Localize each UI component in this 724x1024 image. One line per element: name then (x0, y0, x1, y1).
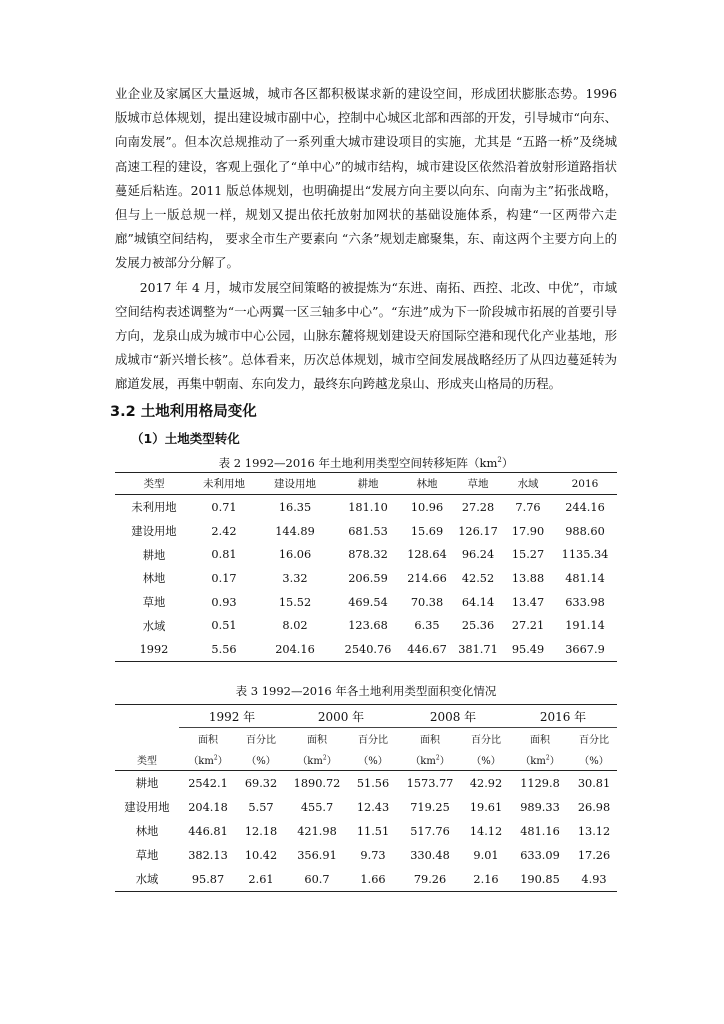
value-cell: 0.71 (211, 500, 237, 514)
value-cell: 2540.76 (344, 642, 392, 656)
value-cell: 5.57 (248, 800, 274, 814)
unit-text: （km (520, 755, 546, 767)
row-label-cell: 未利用地 (131, 501, 177, 515)
value-cell: 2.42 (211, 524, 237, 538)
area-label-cell: 面积 (530, 734, 550, 746)
pct-label-cell: 百分比 (471, 734, 501, 746)
subsection-heading: （1）土地类型转化 (131, 430, 240, 446)
table-row (115, 819, 617, 843)
pct-unit-cell: （%） (463, 748, 509, 771)
value-cell: 2.16 (473, 872, 499, 886)
blank-header-cell (115, 728, 179, 749)
value-cell: 214.66 (407, 571, 447, 585)
transfer-matrix-table (115, 472, 617, 662)
value-cell: 14.12 (469, 824, 503, 838)
value-cell: 1129.8 (520, 776, 560, 790)
value-cell: 13.47 (511, 595, 545, 609)
value-cell: 681.53 (348, 524, 388, 538)
value-cell: 19.61 (469, 800, 503, 814)
unit-superscript: 2 (322, 754, 327, 762)
value-cell: 13.12 (577, 824, 611, 838)
value-cell: 878.32 (348, 548, 388, 562)
row-label-cell: 草地 (142, 596, 166, 610)
pct-unit-cell: （%） (237, 748, 285, 771)
value-cell: 15.69 (410, 524, 444, 538)
value-cell: 128.64 (407, 548, 447, 562)
row-label-cell: 建设用地 (131, 525, 177, 538)
table2-caption: 表 2 1992—2016 年土地利用类型空间转移矩阵$(km^2)$ (218, 455, 514, 470)
value-cell: 381.71 (458, 642, 498, 656)
value-cell: 382.13 (188, 848, 228, 862)
area-unit-cell (179, 748, 237, 771)
value-cell: 42.92 (469, 776, 503, 790)
pct-label-cell: 百分比 (579, 734, 609, 746)
value-cell: 0.81 (211, 548, 237, 562)
value-cell: 12.18 (244, 824, 278, 838)
value-cell: 481.14 (565, 571, 605, 585)
table-row (115, 843, 617, 867)
value-cell: 64.14 (461, 595, 495, 609)
value-cell: 0.17 (211, 571, 237, 585)
value-cell: 191.14 (565, 619, 605, 633)
value-cell: 17.90 (511, 524, 545, 538)
value-cell: 446.67 (407, 642, 447, 656)
table2-header-cell: 草地 (453, 473, 503, 495)
table-row (115, 543, 617, 567)
unit-text: ） (217, 755, 228, 767)
value-cell: 1135.34 (561, 548, 609, 562)
year-header-cell: 2008 年 (397, 705, 509, 728)
value-cell: 27.21 (511, 619, 545, 633)
year-header-cell: 1992 年 (179, 705, 285, 728)
table-row (115, 795, 617, 819)
pct-label-cell: 百分比 (246, 734, 276, 746)
table3-caption: 表 3 1992—2016 年各土地利用类型面积变化情况 (235, 684, 497, 699)
value-cell: 517.76 (410, 824, 450, 838)
value-cell: 204.18 (188, 800, 228, 814)
value-cell: 988.60 (565, 524, 605, 538)
pct-label-cell: 百分比 (358, 734, 388, 746)
value-cell: 0.51 (211, 619, 237, 633)
value-cell: 7.76 (515, 500, 541, 514)
area-label-cell: 面积 (420, 734, 440, 746)
value-cell: 123.68 (348, 619, 388, 633)
value-cell: 10.42 (244, 848, 278, 862)
value-cell: 455.7 (300, 800, 334, 814)
paragraph-1: 业企业及家属区大量返城，城市各区都积极谋求新的建设空间，形成团状膨胀态势。1996版城市总体规划，提出建设城市副中心，控制中心城区北部和西部的开发，引导城市“向东、向南发展”。但本次总规推动了一系列重大城市建设项目的实施，尤其是 “五路一桥”及绕城高速工程的建设，客观上强化了“单中心”的城市结构，城市建设区依然沿着放射形道路指状蔓延后粘连。2011 版总体规划，也明确提出“发展方向主要以向东、向南为主”拓张战略，但与上一版总规一样，规划又提出依托放射加网状的基础设施体系，构建“一区两带六走廊”城镇空间结构， 要求全市生产要素向 “六条”规划走廊聚集，东、南这两个主要方向上的发展力被部分分解了。 (115, 86, 617, 271)
value-cell: 2.61 (248, 872, 274, 886)
value-cell: 3.32 (282, 571, 308, 585)
value-cell: 9.73 (360, 848, 386, 862)
value-cell: 446.81 (188, 824, 228, 838)
value-cell: 15.27 (511, 548, 545, 562)
row-label-cell: 耕地 (142, 548, 166, 562)
value-cell: 1890.72 (293, 776, 341, 790)
row-label-cell: 水域 (135, 873, 159, 887)
unit-superscript: 2 (435, 754, 440, 762)
table2-header-cell: 林地 (401, 473, 453, 495)
value-cell: 51.56 (356, 776, 390, 790)
unit-superscript: 2 (213, 754, 218, 762)
value-cell: 26.98 (577, 800, 611, 814)
value-cell: 95.49 (511, 642, 545, 656)
value-cell: 126.17 (458, 524, 498, 538)
value-cell: 356.91 (297, 848, 337, 862)
value-cell: 79.26 (413, 872, 447, 886)
table2-header-cell: 类型 (115, 473, 193, 495)
value-cell: 6.35 (414, 619, 440, 633)
table2-header-cell: 2016 (553, 473, 617, 495)
value-cell: 12.43 (356, 800, 390, 814)
value-cell: 989.33 (520, 800, 560, 814)
value-cell: 2542.1 (188, 776, 228, 790)
row-label-cell: 草地 (135, 849, 159, 863)
table-row (115, 638, 617, 662)
value-cell: 181.10 (348, 500, 388, 514)
year-header-cell: 2000 年 (285, 705, 397, 728)
value-cell: 42.52 (461, 571, 495, 585)
value-cell: 481.16 (520, 824, 560, 838)
area-unit-cell (285, 748, 349, 771)
value-cell: 8.02 (282, 619, 308, 633)
value-cell: 1.66 (360, 872, 386, 886)
pct-unit-cell: （%） (349, 748, 397, 771)
row-label-cell: 1992 (139, 642, 169, 656)
value-cell: 633.98 (565, 595, 605, 609)
table2-header-cell: 水域 (503, 473, 553, 495)
table2-header-cell: 建设用地 (255, 473, 335, 495)
value-cell: 15.52 (278, 595, 312, 609)
value-cell: 13.88 (511, 571, 545, 585)
blank-header-cell (115, 705, 179, 728)
value-cell: 0.93 (211, 595, 237, 609)
table-row (115, 567, 617, 591)
row-label-cell: 林地 (142, 572, 166, 586)
value-cell: 96.24 (461, 548, 495, 562)
area-change-table (115, 704, 617, 892)
value-cell: 60.7 (304, 872, 330, 886)
area-label-cell: 面积 (198, 734, 218, 746)
row-label-cell: 林地 (135, 825, 159, 839)
value-cell: 5.56 (211, 642, 237, 656)
value-cell: 16.35 (278, 500, 312, 514)
value-cell: 25.36 (461, 619, 495, 633)
value-cell: 4.93 (581, 872, 607, 886)
value-cell: 244.16 (565, 500, 605, 514)
value-cell: 719.25 (410, 800, 450, 814)
area-unit-cell (509, 748, 571, 771)
pct-unit-cell: （%） (571, 748, 617, 771)
table2-header-cell: 耕地 (335, 473, 401, 495)
value-cell: 330.48 (410, 848, 450, 862)
value-cell: 206.59 (348, 571, 388, 585)
table-row (115, 590, 617, 614)
row-label-cell: 水域 (142, 619, 166, 633)
table-row (115, 771, 617, 796)
table-row (115, 495, 617, 519)
value-cell: 16.06 (278, 548, 312, 562)
unit-text: ） (549, 755, 560, 767)
table2-header-cell: 未利用地 (193, 473, 255, 495)
value-cell: 17.26 (577, 848, 611, 862)
value-cell: 27.28 (461, 500, 495, 514)
section-heading: 3.2 土地利用格局变化 (110, 403, 257, 420)
row-label-cell: 建设用地 (124, 801, 170, 815)
year-header-cell: 2016 年 (509, 705, 617, 728)
unit-text: ） (326, 755, 337, 767)
type-label-cell: 类型 (115, 748, 179, 771)
value-cell: 69.32 (244, 776, 278, 790)
row-label-cell: 耕地 (135, 777, 159, 791)
table-row (115, 867, 617, 892)
unit-text: （km (410, 755, 436, 767)
paragraph-2: 2017 年 4 月，城市发展空间策略的被提炼为“东进、南拓、西控、北改、中优”，市域空间结构表述调整为“一心两翼一区三轴多中心”。“东进”成为下一阶段城市拓展的首要引导方向，龙泉山成为城市中心公园，山脉东麓将规划建设天府国际空港和现代化产业基地，形成城市“新兴增长核”。总体看来，历次总体规划，城市空间发展战略经历了从四边蔓延转为廊道发展，再集中朝南、东向发力，最终东向跨越龙泉山、形成夹山格局的历程。 (115, 279, 617, 392)
area-unit-cell (397, 748, 463, 771)
value-cell: 633.09 (520, 848, 560, 862)
table-row (115, 614, 617, 638)
unit-text: ） (439, 755, 450, 767)
value-cell: 190.85 (520, 872, 560, 886)
paper-page (110, 82, 617, 892)
value-cell: 11.51 (356, 824, 390, 838)
area-label-cell: 面积 (307, 734, 327, 746)
value-cell: 70.38 (410, 595, 444, 609)
value-cell: 3667.9 (565, 642, 605, 656)
value-cell: 204.16 (275, 642, 315, 656)
value-cell: 95.87 (191, 872, 225, 886)
value-cell: 421.98 (297, 824, 337, 838)
value-cell: 144.89 (275, 524, 315, 538)
value-cell: 9.01 (473, 848, 499, 862)
unit-text: （km (297, 755, 323, 767)
value-cell: 10.96 (410, 500, 444, 514)
value-cell: 469.54 (348, 595, 388, 609)
value-cell: 1573.77 (406, 776, 454, 790)
table-row (115, 519, 617, 543)
value-cell: 30.81 (577, 776, 611, 790)
unit-text: （km (188, 755, 214, 767)
unit-superscript: 2 (545, 754, 550, 762)
